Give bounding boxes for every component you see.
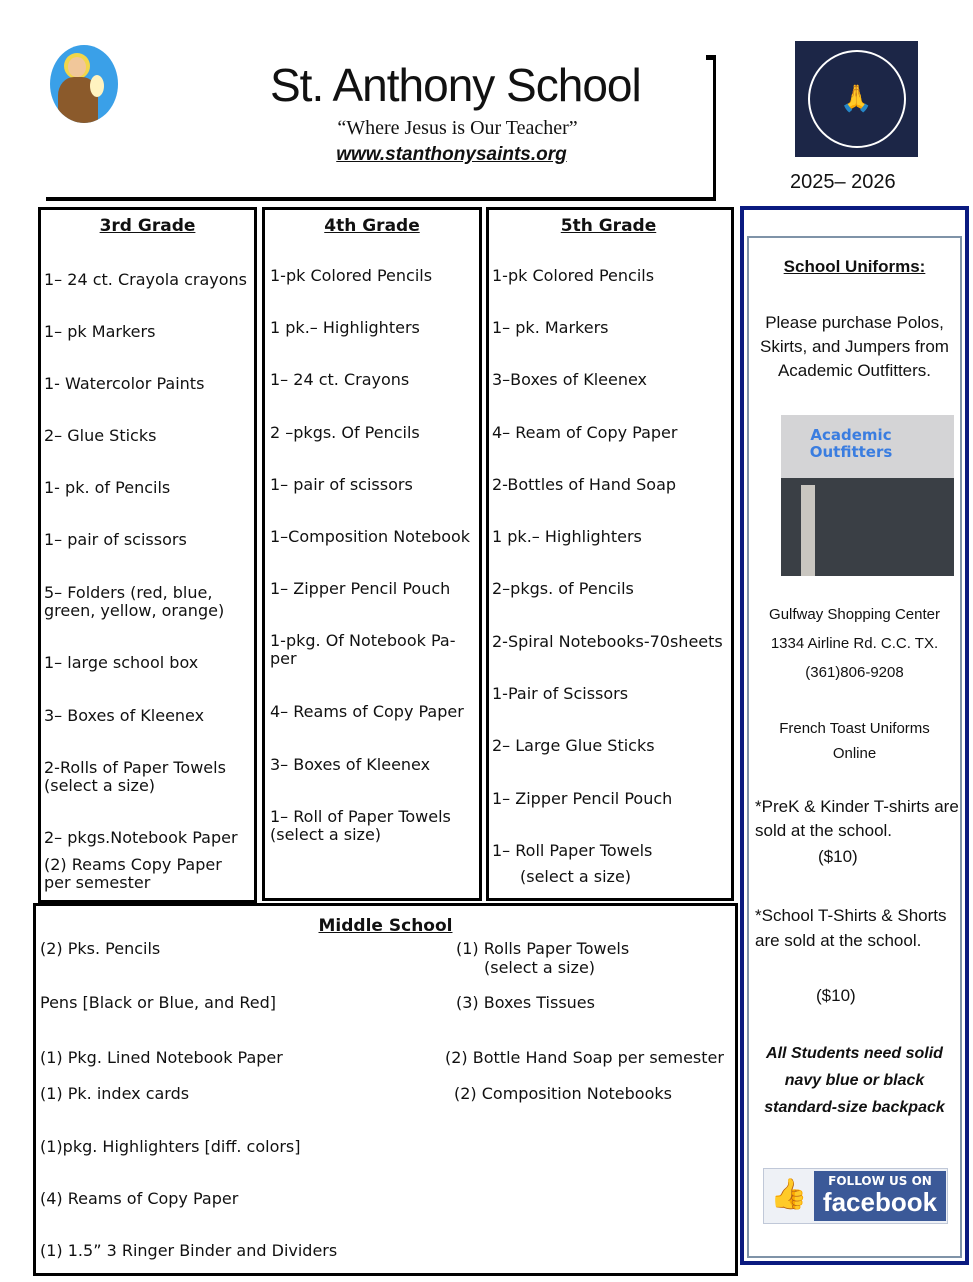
website-link[interactable]: www.stanthonysaints.org (336, 144, 567, 165)
facebook-follow-button[interactable] (763, 1168, 948, 1224)
divider (46, 197, 716, 201)
supply-item: (select a size) (520, 867, 632, 886)
school-shirt-note: *School T-Shirts & Shorts are sold at the school. (755, 906, 947, 950)
supply-item: 1– pk. Markers (492, 318, 609, 337)
supply-item: 1-pkg. Of Notebook Pa- per (270, 631, 456, 668)
supply-item: 2 –pkgs. Of Pencils (270, 423, 420, 442)
supply-item: 5– Folders (red, blue, green, yellow, orange) (44, 583, 225, 620)
grade3-title: 3rd Grade (99, 216, 196, 236)
grade3-box (38, 207, 257, 903)
supply-item: 3– Boxes of Kleenex (270, 755, 431, 774)
supply-item: 3–Boxes of Kleenex (492, 370, 647, 389)
supply-item: 1–Composition Notebook (270, 527, 471, 546)
prek-shirt-note: *PreK & Kinder T-shirts are sold at the school. (755, 797, 959, 840)
school-motto: “Where Jesus is Our Teacher” (337, 117, 578, 139)
supply-item: 4– Reams of Copy Paper (270, 702, 464, 721)
supply-item: 2-Bottles of Hand Soap (492, 475, 677, 494)
supply-item: (select a size) (484, 958, 596, 977)
supply-item: 1– Zipper Pencil Pouch (270, 579, 451, 598)
supply-item: 2-Spiral Notebooks-70sheets (492, 632, 723, 651)
thumbs-up-icon: 👍 (770, 1177, 808, 1212)
school-shirt-price: ($10) (816, 986, 856, 1005)
supply-item: (2) Reams Copy Paper per semester (44, 855, 222, 892)
facebook-follow-label: FOLLOW US ON (828, 1174, 932, 1188)
supply-item: (1) Rolls Paper Towels (456, 939, 630, 958)
supply-item: (3) Boxes Tissues (456, 993, 595, 1012)
supply-item: Pens [Black or Blue, and Red] (40, 993, 276, 1012)
supply-item: 1- pk. of Pencils (44, 478, 171, 497)
supply-item: (2) Composition Notebooks (454, 1084, 672, 1103)
store-photo (781, 415, 954, 576)
store-address: 1334 Airline Rd. C.C. TX. (770, 635, 939, 652)
page-title: St. Anthony School (270, 59, 641, 111)
supply-item: 1– large school box (44, 653, 199, 672)
supply-item: 4– Ream of Copy Paper (492, 423, 678, 442)
supply-item: (2) Pks. Pencils (40, 939, 161, 958)
supply-item: (1)pkg. Highlighters [diff. colors] (40, 1137, 301, 1156)
supply-item: 1 pk.– Highlighters (492, 527, 642, 546)
divider (706, 55, 715, 60)
store-sign: Academic Outfitters (809, 426, 893, 461)
supply-item: (1) Pk. index cards (40, 1084, 190, 1103)
supply-item: (2) Bottle Hand Soap per semester (445, 1048, 724, 1067)
supply-item: 1 pk.– Highlighters (270, 318, 420, 337)
grade4-title: 4th Grade (324, 216, 420, 236)
backpack-note: All Students need solid navy blue or black standard-size backpack (764, 1045, 945, 1116)
saint-anthony-logo (50, 45, 118, 123)
supply-item: 2– Large Glue Sticks (492, 736, 655, 755)
supply-item: 1- Watercolor Paints (44, 374, 205, 393)
supply-item: 3– Boxes of Kleenex (44, 706, 205, 725)
school-year: 2025– 2026 (790, 171, 896, 193)
grade4-box (262, 207, 482, 901)
supply-item: 1-Pair of Scissors (492, 684, 629, 703)
supply-item: 1– 24 ct. Crayons (270, 370, 410, 389)
supply-item: 2– Glue Sticks (44, 426, 157, 445)
french-toast-text: French Toast Uniforms Online (779, 720, 930, 762)
supply-item: 2–pkgs. of Pencils (492, 579, 634, 598)
supply-item: 2– pkgs.Notebook Paper (44, 828, 238, 847)
supply-item: 2-Rolls of Paper Towels (select a size) (44, 758, 226, 795)
supply-item: 1– pair of scissors (270, 475, 413, 494)
supply-item: 1-pk Colored Pencils (492, 266, 655, 285)
supply-item: (1) 1.5” 3 Ringer Binder and Dividers (40, 1241, 338, 1260)
supply-item: 1– pair of scissors (44, 530, 187, 549)
prek-shirt-price: ($10) (818, 847, 858, 866)
supply-item: (1) Pkg. Lined Notebook Paper (40, 1048, 283, 1067)
middle-school-title: Middle School (318, 916, 453, 936)
store-phone: (361)806-9208 (805, 664, 904, 681)
uniforms-purchase-text: Please purchase Polos, Skirts, and Jumpers from Academic Outfitters. (760, 313, 949, 380)
supply-item: 1-pk Colored Pencils (270, 266, 433, 285)
grade5-title: 5th Grade (560, 216, 657, 236)
supply-item: 1– Roll Paper Towels (492, 841, 653, 860)
store-location: Gulfway Shopping Center (769, 606, 940, 623)
divider (713, 55, 716, 200)
uniforms-heading: School Uniforms: (783, 257, 926, 276)
facebook-wordmark: facebook (822, 1187, 938, 1217)
stanthonystrong-logo: 🙏 (795, 41, 918, 157)
supply-item: 1– 24 ct. Crayola crayons (44, 270, 248, 289)
supply-item: 1– Zipper Pencil Pouch (492, 789, 673, 808)
supply-item: 1– Roll of Paper Towels (select a size) (270, 807, 451, 844)
supply-item: 1– pk Markers (44, 322, 156, 341)
supply-item: (4) Reams of Copy Paper (40, 1189, 239, 1208)
